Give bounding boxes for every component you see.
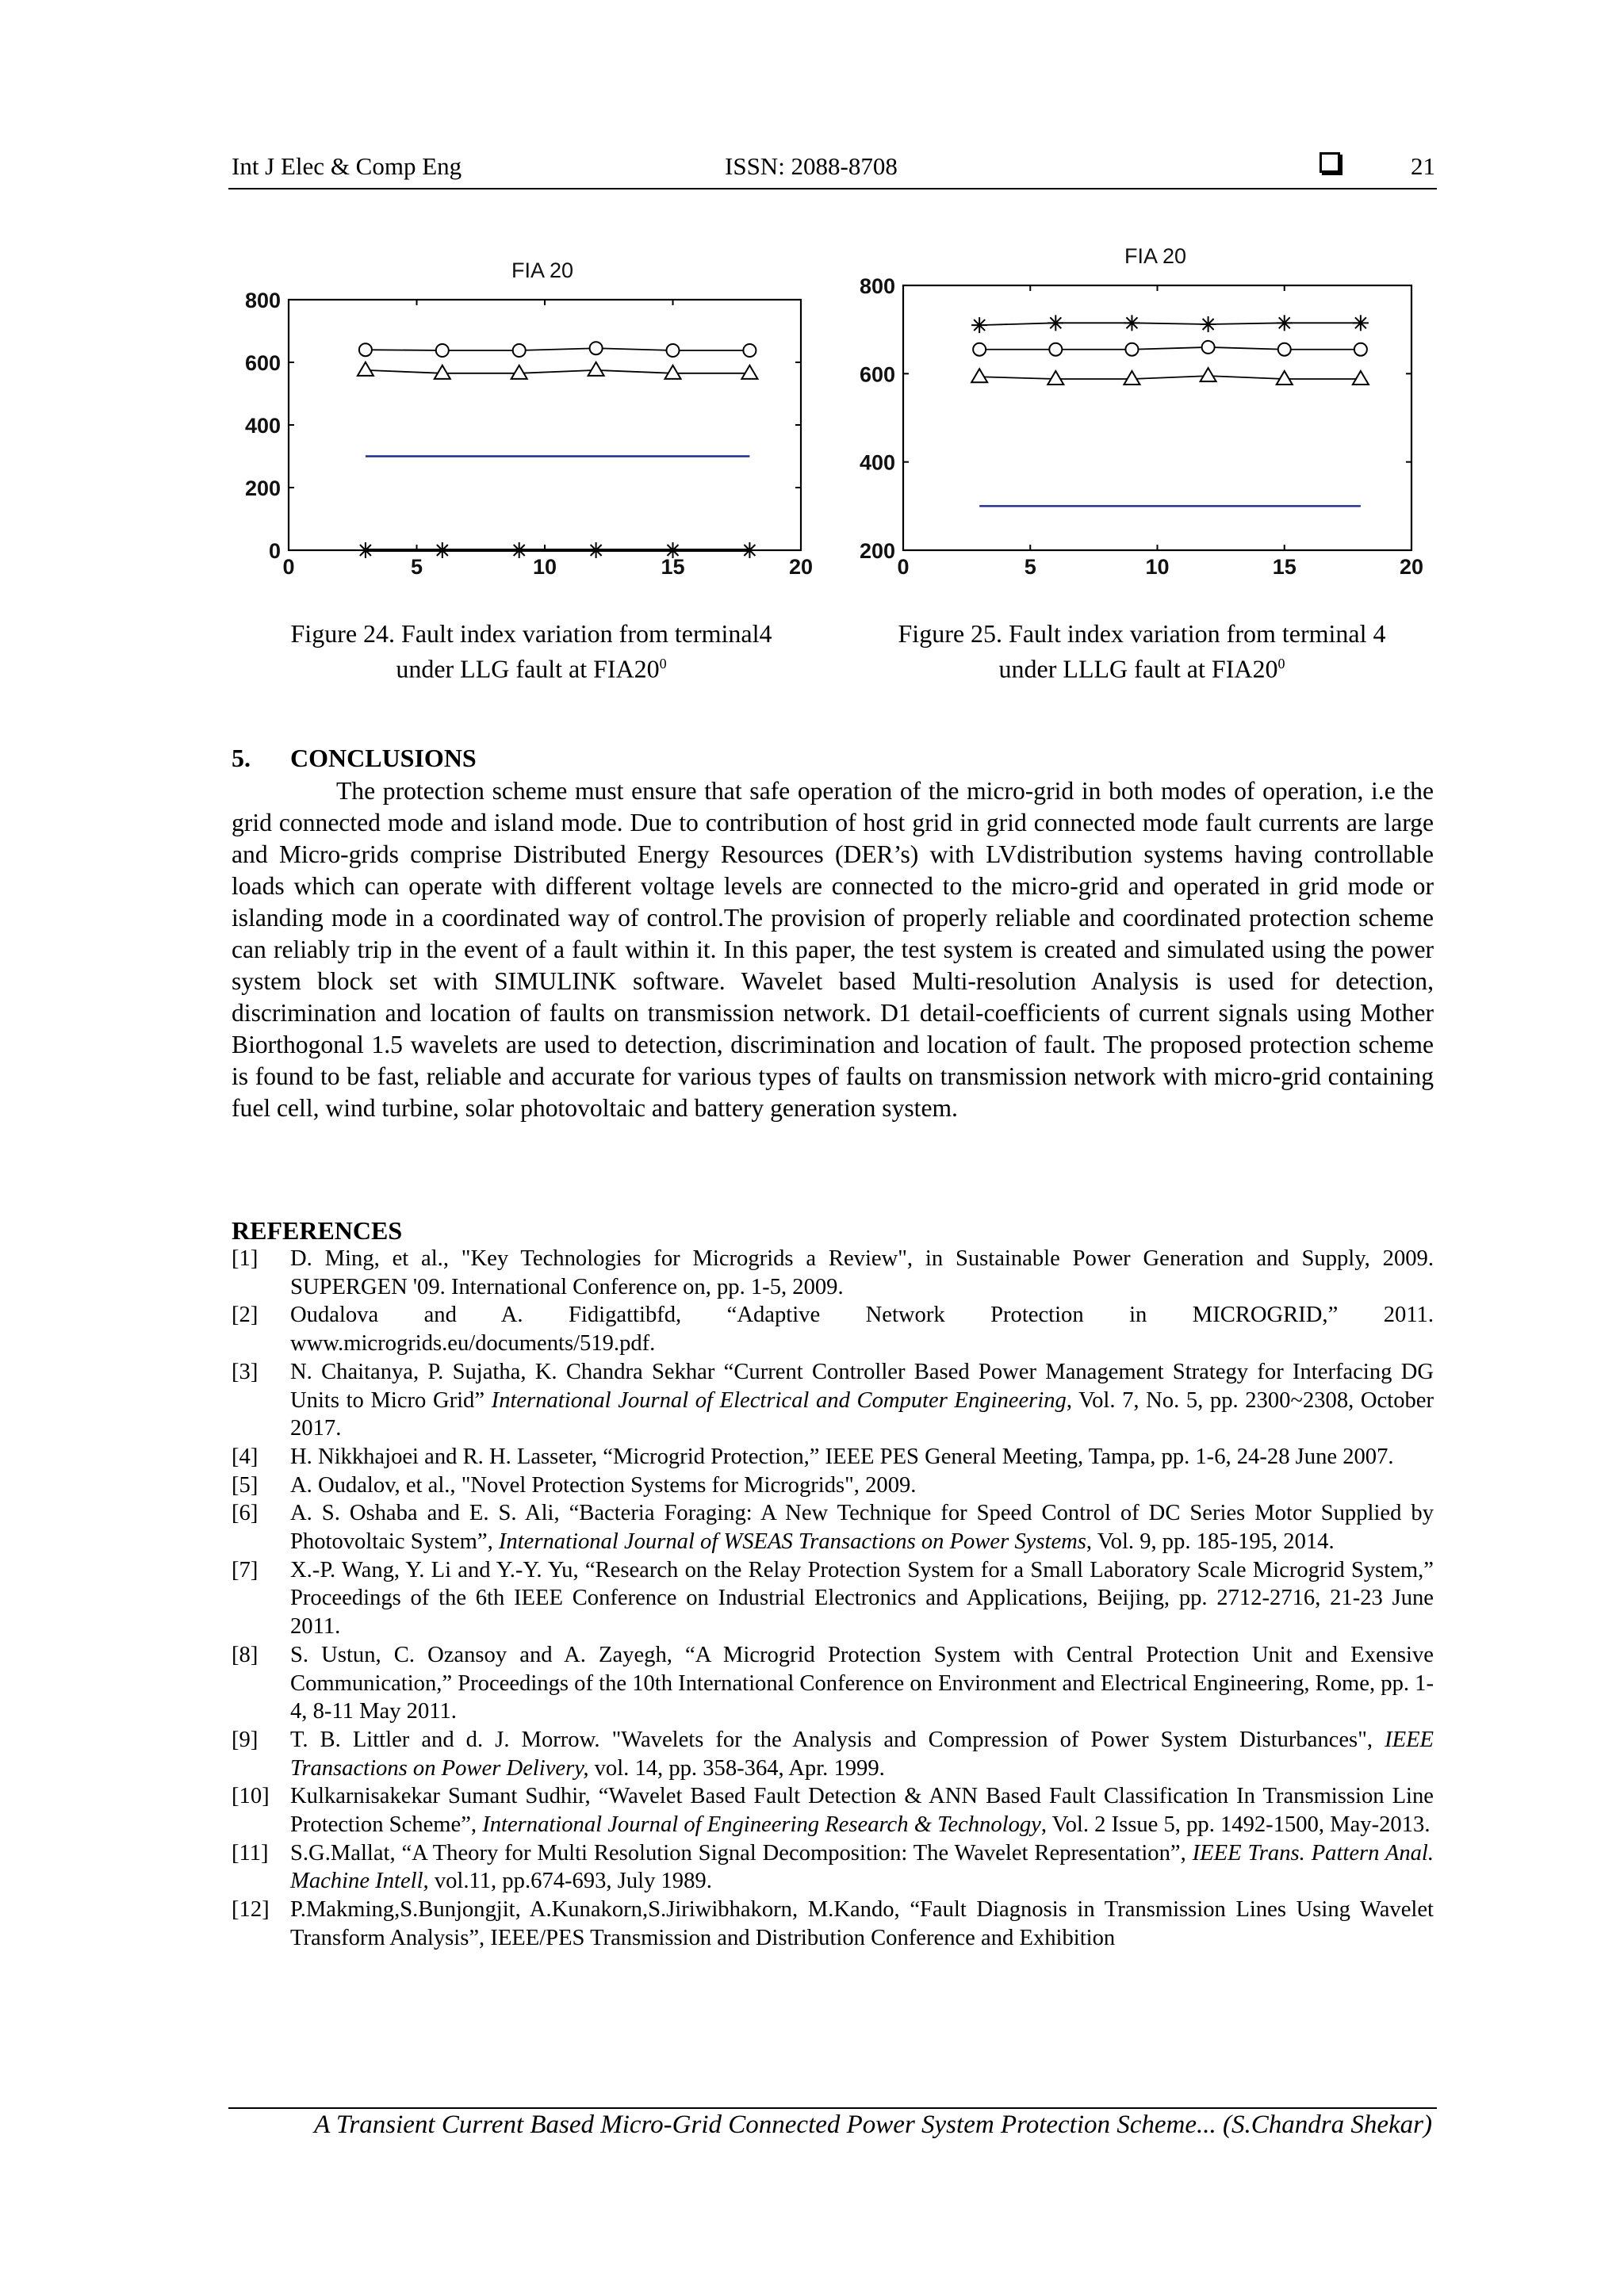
data-point-triangle xyxy=(1124,371,1139,385)
references-heading: REFERENCES xyxy=(232,1216,403,1245)
reference-item xyxy=(232,1443,1434,1471)
data-point-circle xyxy=(436,344,449,357)
data-point-star xyxy=(588,542,604,558)
reference-text: P.Makming,S.Bunjongjit, A.Kunakorn,S.Jiriwibhakorn, M.Kando, “Fault Diagnosis in Transmission Lines Using Wavelet Transform Analysis”, IEEE/PES Transmission and Distribution Conference and Exhibition xyxy=(290,1897,1434,1950)
reference-text: Oudalova and A. Fidigattibfd, “Adaptive Network Protection in MICROGRID,” 2011. www.microgrids.eu/documents/519.pdf. xyxy=(290,1303,1434,1357)
series-line-circle xyxy=(979,347,1361,350)
y-tick-label: 400 xyxy=(859,450,895,475)
data-point-circle xyxy=(590,342,603,354)
data-point-circle xyxy=(1202,341,1215,354)
reference-text: Kulkarnisakekar Sumant Sudhir, “Wavelet Based Fault Detection & ANN Based Fault Classification In Transmission Line Protection Scheme”, xyxy=(290,1784,1434,1838)
reference-text: H. Nikkhajoei and R. H. Lasseter, “Microgrid Protection,” IEEE PES General Meeting, Tampa, pp. 1-6, 24-28 June 2007. xyxy=(290,1444,1394,1469)
reference-text: X.-P. Wang, Y. Li and Y.-Y. Yu, “Research on the Relay Protection System for a Small Laboratory Scale Microgrid System,” Proceedings of the 6th IEEE Conference on Industrial Electronics and Applications, Beijing, pp. 2712-2716, 21-23 June 2011. xyxy=(290,1557,1434,1640)
x-tick-label: 20 xyxy=(1399,555,1424,579)
caption-line-2: under LLLG fault at FIA20 xyxy=(998,654,1278,683)
data-point-circle xyxy=(667,344,680,357)
reference-source: International Journal of Engineering Research & Technology xyxy=(482,1812,1041,1838)
data-point-star xyxy=(1353,315,1369,331)
data-point-circle xyxy=(1049,343,1062,356)
reference-item xyxy=(232,1782,1434,1839)
data-point-circle xyxy=(359,343,372,356)
reference-item xyxy=(232,1839,1434,1896)
reference-text: S.G.Mallat, “A Theory for Multi Resolution Signal Decomposition: The Wavelet Representation”, xyxy=(290,1840,1193,1866)
page-number: 21 xyxy=(1411,152,1435,180)
footer-rule xyxy=(228,2107,1437,2109)
figure-25 xyxy=(842,246,1445,587)
data-point-triangle xyxy=(971,369,987,382)
reference-source: International Journal of Electrical and Computer Engineering xyxy=(491,1387,1067,1413)
reference-source: International Journal of WSEAS Transactions on Power Systems xyxy=(498,1529,1086,1555)
reference-number: [3] xyxy=(232,1359,259,1384)
reference-details: , Vol. 9, pp. 185-195, 2014. xyxy=(1086,1529,1335,1555)
data-point-star xyxy=(971,317,987,333)
reference-details: , Vol. 7, No. 5, pp. 2300~2308, October 2017. xyxy=(290,1387,1434,1441)
y-tick-label: 800 xyxy=(244,289,281,312)
y-tick-label: 200 xyxy=(244,476,281,500)
reference-item xyxy=(232,1471,1434,1500)
reference-text: A. S. Oshaba and E. S. Ali, “Bacteria Foraging: A New Technique for Speed Control of DC Series Motor Supplied by Photovoltaic System”, xyxy=(290,1501,1434,1555)
issn: ISSN: 2088-8708 xyxy=(725,152,898,180)
reference-source: IEEE Transactions on Power Delivery, xyxy=(290,1727,1434,1781)
reference-number: [12] xyxy=(232,1897,270,1923)
reference-number: [9] xyxy=(232,1727,259,1752)
reference-item xyxy=(232,1896,1434,1952)
reference-text: A. Oudalov, et al., "Novel Protection Systems for Microgrids", 2009. xyxy=(290,1472,917,1498)
figure-24 xyxy=(228,251,815,584)
series-line-triangle xyxy=(366,370,750,373)
chart-figure-25 xyxy=(842,246,1445,587)
reference-number: [7] xyxy=(232,1557,259,1582)
x-tick-label: 10 xyxy=(532,555,557,579)
reference-text: T. B. Littler and d. J. Morrow. "Wavelets for the Analysis and Compression of Power System Disturbances", xyxy=(290,1727,1385,1752)
reference-item xyxy=(232,1499,1434,1556)
reference-number: [6] xyxy=(232,1501,259,1526)
y-tick-label: 400 xyxy=(244,414,281,438)
data-point-star xyxy=(1048,315,1063,331)
data-point-circle xyxy=(973,343,986,356)
data-point-star xyxy=(1124,315,1139,331)
reference-item xyxy=(232,1726,1434,1782)
data-point-circle xyxy=(1278,343,1291,356)
journal-name: Int J Elec & Comp Eng xyxy=(232,152,462,180)
y-tick-label: 800 xyxy=(859,274,895,298)
x-tick-label: 15 xyxy=(661,555,685,579)
reference-number: [11] xyxy=(232,1840,269,1866)
data-point-star xyxy=(435,542,450,558)
section-heading-conclusions xyxy=(232,744,477,773)
reference-text: S. Ustun, C. Ozansoy and A. Zayegh, “A Microgrid Protection System with Central Protection Unit and Exensive Communication,” Proceedings of the 10th International Conference on Environment and Electrical Engineering, Rome, pp. 1-4, 8-11 May 2011. xyxy=(290,1642,1434,1724)
reference-number: [8] xyxy=(232,1642,259,1667)
caption-line-2: under LLG fault at FIA20 xyxy=(396,654,660,683)
reference-item xyxy=(232,1358,1434,1443)
figure-25-caption xyxy=(841,618,1443,684)
chart-figure-24 xyxy=(228,251,815,584)
reference-source: IEEE Trans. Pattern Anal. Machine Intell, xyxy=(290,1840,1434,1894)
reference-item xyxy=(232,1245,1434,1301)
reference-text: N. Chaitanya, P. Sujatha, K. Chandra Sekhar “Current Controller Based Power Management Strategy for Interfacing DG Units to Micro Grid” xyxy=(290,1359,1434,1413)
data-point-triangle xyxy=(741,365,757,379)
page-header xyxy=(232,152,1435,187)
data-point-triangle xyxy=(665,365,681,379)
data-point-star xyxy=(1201,316,1216,332)
series-line-circle xyxy=(366,348,750,350)
running-title: A Transient Current Based Micro-Grid Connected Power System Protection Scheme... (S.Chandra Shekar) xyxy=(314,2110,1432,2139)
x-tick-label: 15 xyxy=(1272,555,1297,579)
data-point-triangle xyxy=(435,365,450,379)
data-point-star xyxy=(358,542,373,558)
caption-superscript: 0 xyxy=(1277,656,1285,672)
reference-number: [5] xyxy=(232,1472,259,1498)
caption-line-1: Figure 25. Fault index variation from terminal 4 xyxy=(898,619,1386,648)
y-tick-label: 600 xyxy=(859,362,895,387)
plot-frame xyxy=(289,300,801,550)
y-tick-label: 200 xyxy=(859,539,895,563)
caption-superscript: 0 xyxy=(659,656,667,672)
header-rule xyxy=(228,188,1437,189)
data-point-star xyxy=(1277,315,1293,331)
x-tick-label: 20 xyxy=(788,555,814,579)
data-point-triangle xyxy=(1201,368,1216,381)
y-tick-label: 0 xyxy=(268,539,281,563)
reference-details: vol. 14, pp. 358-364, Apr. 1999. xyxy=(588,1755,885,1781)
x-tick-label: 0 xyxy=(282,555,295,579)
reference-number: [4] xyxy=(232,1444,259,1469)
chart-title: FIA 20 xyxy=(511,258,574,282)
reference-list xyxy=(232,1245,1434,1953)
reference-details: , Vol. 2 Issue 5, pp. 1492-1500, May-2013. xyxy=(1040,1812,1431,1838)
figure-24-caption xyxy=(230,618,833,684)
data-point-triangle xyxy=(1353,371,1369,385)
reference-details: vol.11, pp.674-693, July 1989. xyxy=(428,1869,712,1894)
data-point-star xyxy=(741,542,757,558)
data-point-triangle xyxy=(358,362,373,376)
caption-line-1: Figure 24. Fault index variation from terminal4 xyxy=(290,619,772,648)
reference-text: D. Ming, et al., "Key Technologies for Microgrids a Review", in Sustainable Power Generation and Supply, 2009. SUPERGEN '09. International Conference on, pp. 1-5, 2009. xyxy=(290,1246,1434,1299)
chart-title: FIA 20 xyxy=(1124,244,1187,268)
x-tick-label: 5 xyxy=(410,555,423,579)
series-line-star xyxy=(979,323,1361,325)
data-point-star xyxy=(665,542,681,558)
data-point-circle xyxy=(1125,343,1138,356)
reference-number: [1] xyxy=(232,1246,259,1271)
x-tick-label: 10 xyxy=(1145,555,1170,579)
section-title: CONCLUSIONS xyxy=(290,744,477,772)
data-point-circle xyxy=(1354,343,1367,356)
reference-item xyxy=(232,1641,1434,1726)
data-point-triangle xyxy=(588,362,604,376)
data-point-triangle xyxy=(511,365,527,379)
data-point-triangle xyxy=(1048,371,1063,385)
series-line-triangle xyxy=(979,376,1361,379)
data-point-circle xyxy=(513,344,526,357)
reference-number: [2] xyxy=(232,1303,259,1328)
reference-number: [10] xyxy=(232,1784,270,1809)
section-number: 5. xyxy=(232,744,251,772)
conclusions-paragraph: The protection scheme must ensure that safe operation of the micro-grid in both modes of operation, i.e the grid connected mode and island mode. Due to contribution of host grid in grid connected mode fault currents are large and Micro-grids comprise Distributed Energy Resources (DER’s) with LVdistribution systems having controllable loads which can operate with different voltage levels are connected to the micro-grid and operated in grid mode or islanding mode in a coordinated way of control.The provision of properly reliable and coordinated protection scheme can reliably trip in the event of a fault within it. In this paper, the test system is created and simulated using the power system block set with SIMULINK software. Wavelet based Multi-resolution Analysis is used for detection, discrimination and location of faults on transmission network. D1 detail-coefficients of current signals using Mother Biorthogonal 1.5 wavelets are used to detection, discrimination and location of fault. The proposed protection scheme is found to be fast, reliable and accurate for various types of faults on transmission network with micro-grid containing fuel cell, wind turbine, solar photovoltaic and battery generation system. xyxy=(232,777,1434,1122)
data-point-star xyxy=(511,542,527,558)
x-tick-label: 5 xyxy=(1024,555,1036,579)
reference-item xyxy=(232,1301,1434,1357)
x-tick-label: 0 xyxy=(897,555,910,579)
data-point-circle xyxy=(743,344,756,357)
y-tick-label: 600 xyxy=(244,351,281,375)
data-point-triangle xyxy=(1277,371,1293,385)
reference-item xyxy=(232,1556,1434,1641)
